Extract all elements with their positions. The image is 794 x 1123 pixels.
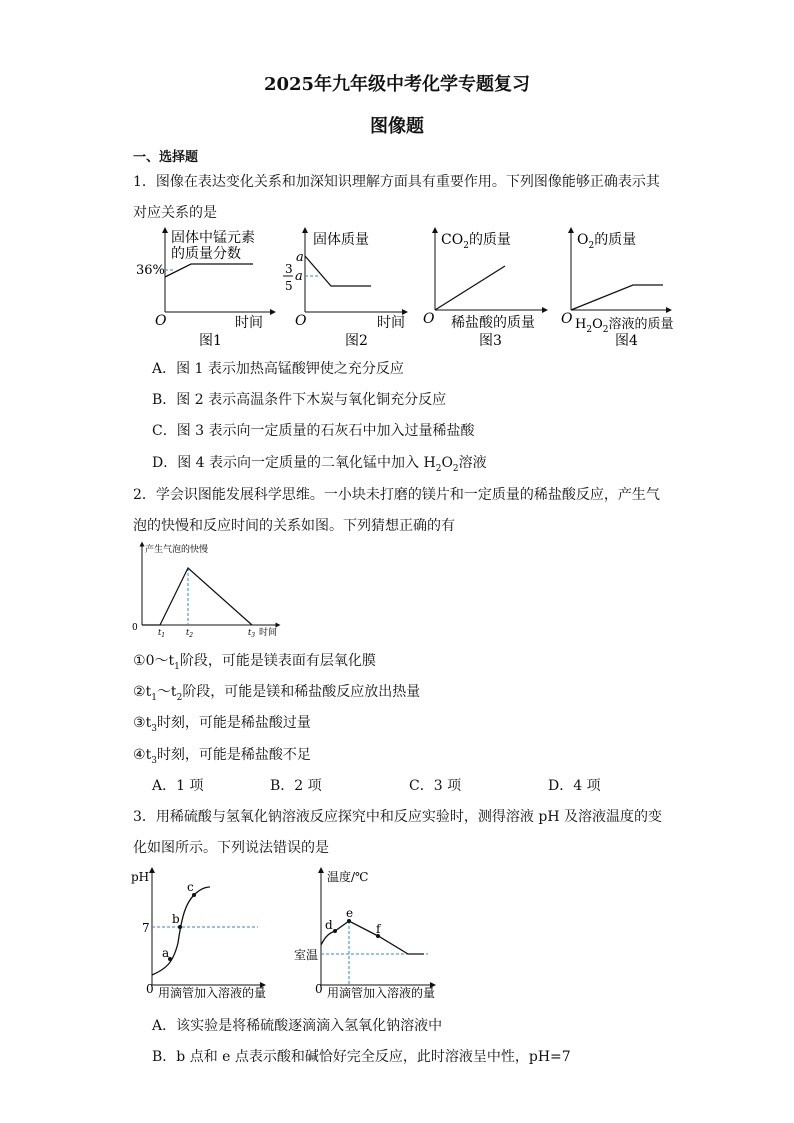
fig3-ylabel: $CO_2$的质量 (441, 232, 511, 251)
q3-stem-line2: 化如图所示。下列说法错误的是 (133, 840, 329, 856)
q2-claim-2: $②t_1\sim t_2$阶段，可能是镁和稀盐酸反应放出热量 (133, 684, 421, 703)
fig2-frac-a: a (295, 269, 303, 284)
fig3-curve (435, 266, 505, 310)
fig3-chart (423, 230, 545, 349)
fig4-xlabel: $H_2O_2$溶液的质量 (575, 317, 674, 335)
fig2-curve (305, 256, 371, 286)
ph-label-b: b (172, 912, 180, 926)
fig1-xlabel: 时间 (235, 315, 263, 331)
fig2-frac-den: 5 (285, 279, 293, 293)
q2-claim-4: $④t_3$时刻，可能是稀盐酸不足 (133, 747, 311, 766)
q2-curve (142, 568, 252, 625)
fig2-origin: O (295, 313, 307, 329)
q1-stem-line1: 1．图像在表达变化关系和加深知识理解方面具有重要作用。下列图像能够正确表示其 (133, 174, 660, 190)
temp-origin: 0 (315, 982, 323, 996)
q2-option-d[interactable]: D．4 项 (548, 778, 601, 794)
q2-tick-t3: $t_3$ (248, 628, 256, 639)
q3-stem-line1: 3．用稀硫酸与氢氧化钠溶液反应探究中和反应实验时，测得溶液 pH 及溶液温度的变 (133, 809, 662, 825)
fig1-chart (136, 229, 273, 349)
fig2-caption: 图2 (345, 333, 368, 349)
fig4-caption: 图4 (615, 333, 638, 349)
q3-option-a[interactable]: A．该实验是将稀硫酸逐滴滴入氢氧化钠溶液中 (152, 1018, 443, 1034)
fig1-ytick: 36% (136, 263, 165, 278)
q2-option-a[interactable]: A．1 项 (152, 778, 204, 794)
q2-tick-t1: $t_1$ (158, 628, 166, 639)
page-title: 2025年九年级中考化学专题复习 (263, 74, 531, 95)
section-heading: 一、选择题 (133, 150, 199, 165)
fig4-curve (571, 285, 663, 310)
q2-stem-line2: 泡的快慢和反应时间的关系如图。下列猜想正确的有 (133, 518, 455, 534)
q3-option-b[interactable]: B．b 点和 e 点表示酸和碱恰好完全反应，此时溶液呈中性，pH=7 (152, 1049, 571, 1065)
ph-ytick-7: 7 (142, 921, 150, 935)
q3-temp-chart (294, 869, 435, 1000)
fig1-ylabel-2: 的质量分数 (171, 246, 241, 262)
temp-label-e: e (346, 906, 354, 920)
q2-option-c[interactable]: C．3 项 (409, 778, 462, 794)
fig2-ytick-a: a (296, 250, 304, 265)
q1-option-a[interactable]: A．图 1 表示加热高锰酸钾使之充分反应 (152, 361, 404, 377)
q2-stem-line1: 2．学会识图能发展科学思维。一小块未打磨的镁片和一定质量的稀盐酸反应，产生气 (133, 487, 660, 503)
fig2-ylabel: 固体质量 (313, 232, 369, 248)
q2-option-b[interactable]: B．2 项 (270, 778, 322, 794)
q2-tick-t2: $t_2$ (186, 628, 194, 639)
ph-label-c: c (187, 880, 194, 894)
fig2-xlabel: 时间 (377, 315, 405, 331)
q2-chart (128, 540, 288, 640)
q2-xlabel: 时间 (259, 628, 278, 638)
temp-label-d: d (325, 918, 333, 932)
q1-stem-line2: 对应关系的是 (133, 205, 217, 221)
q1-option-d[interactable]: D．图 4 表示向一定质量的二氧化锰中加入 $H_2O_2$溶液 (152, 455, 487, 474)
fig2-chart (283, 230, 405, 349)
q1-figures (125, 225, 695, 350)
fig4-chart (561, 230, 674, 349)
temp-label-f: f (376, 922, 381, 936)
fig3-origin: O (423, 311, 435, 327)
fig1-origin: O (155, 313, 167, 329)
fig4-ylabel: $O_2$的质量 (577, 232, 637, 251)
temp-curve (321, 921, 424, 954)
q2-claim-1: $①0\sim t_1$阶段，可能是镁表面有层氧化膜 (133, 653, 376, 672)
q2-origin: 0 (132, 623, 138, 633)
ph-ylabel: pH (131, 870, 150, 884)
temp-xlabel: 用滴管加入溶液的量 (327, 986, 436, 1000)
fig3-xlabel: 稀盐酸的质量 (451, 315, 535, 331)
temp-point-d (333, 929, 337, 933)
ph-curve (152, 887, 210, 975)
q2-claim-3: $③t_3$时刻，可能是稀盐酸过量 (133, 715, 311, 734)
fig3-caption: 图3 (479, 333, 502, 349)
fig4-origin: O (561, 311, 573, 327)
page-subtitle: 图像题 (370, 116, 424, 137)
temp-ytick-room: 室温 (294, 948, 319, 962)
fig1-caption: 图1 (199, 333, 222, 349)
q3-ph-chart (131, 870, 266, 1000)
fig2-frac-num: 3 (285, 262, 293, 276)
fig1-ylabel-1: 固体中锰元素 (171, 230, 255, 246)
fig1-curve (165, 264, 253, 277)
q1-option-b[interactable]: B．图 2 表示高温条件下木炭与氧化铜充分反应 (152, 392, 447, 408)
q1-option-c[interactable]: C．图 3 表示向一定质量的石灰石中加入过量稀盐酸 (152, 423, 475, 439)
q2-ylabel: 产生气泡的快慢 (145, 545, 209, 555)
q3-figures (128, 865, 448, 1005)
ph-xlabel: 用滴管加入溶液的量 (158, 986, 267, 1000)
ph-label-a: a (162, 946, 170, 960)
temp-ylabel: 温度/℃ (327, 870, 369, 884)
ph-origin: 0 (146, 982, 154, 996)
